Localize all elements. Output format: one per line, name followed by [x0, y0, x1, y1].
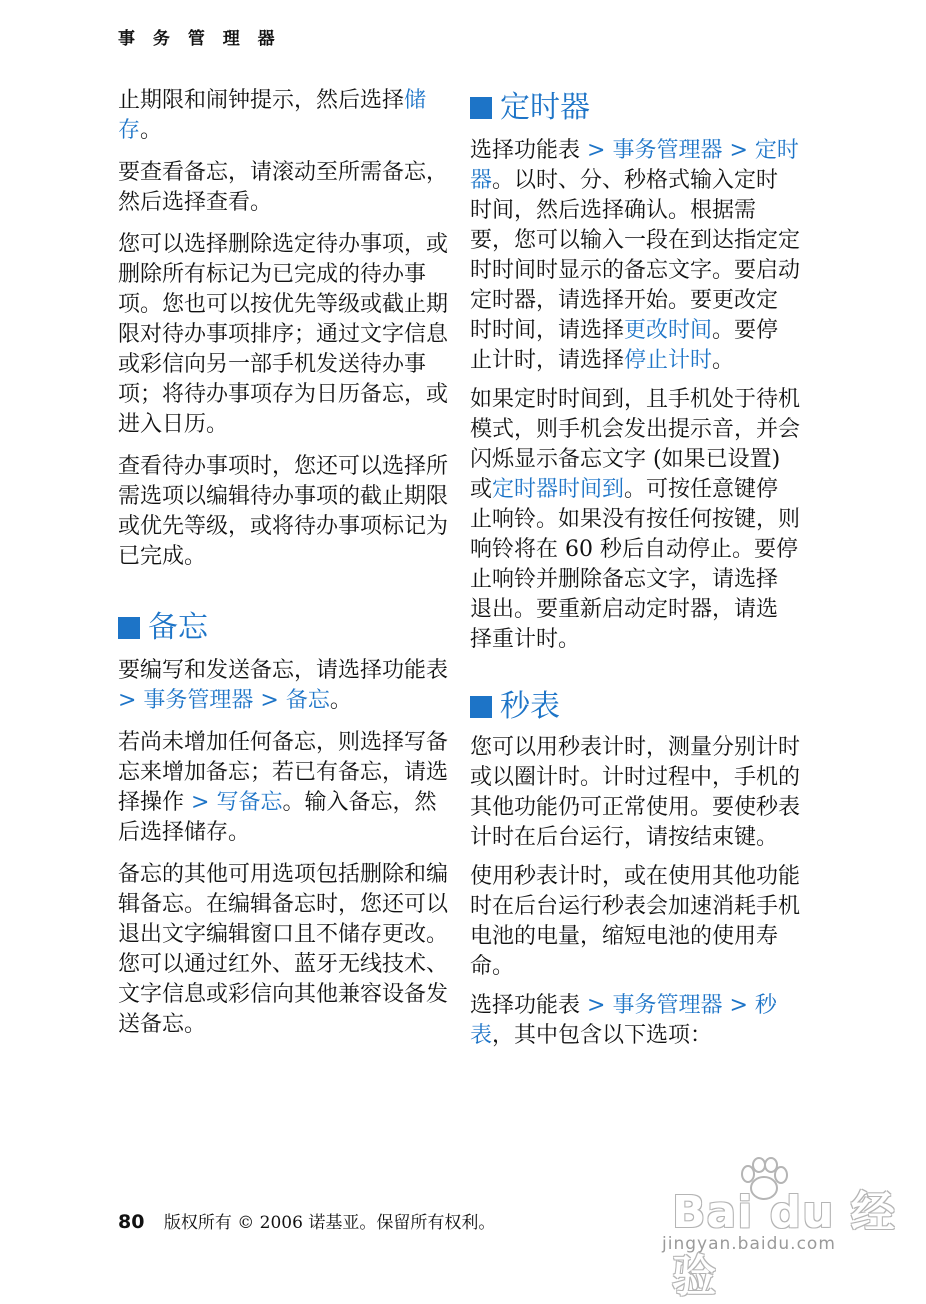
- view-memo-paragraph: [118, 158, 453, 218]
- menu-path-link: > 事务管理器 > 备忘: [118, 688, 330, 713]
- menu-path-link: > 写备忘: [184, 790, 283, 815]
- stopwatch-intro-paragraph: [470, 733, 800, 853]
- stopwatch-section-title: 秒表: [500, 689, 560, 724]
- menu-path-link: > 事务管理器 > 秒表: [470, 993, 777, 1048]
- softkey-label: 写备忘: [118, 730, 449, 785]
- body-text: 。可按任意键停止响铃。如果没有按任何按键，则响铃将在 60 秒后自动停止。要停止响铃并删除备忘文字，请选择: [470, 477, 801, 592]
- timer-setup-paragraph: [470, 136, 800, 376]
- softkey-label: 功能表: [514, 993, 581, 1018]
- body-text: 您可以用秒表计时，测量分别计时或以圈计时。计时过程中，手机的其他功能仍可正常使用。要使秒表计时在后台运行，请按结束键。: [470, 735, 801, 850]
- body-text: 使用秒表计时，或在使用其他功能时在后台运行秒表会加速消耗手机电池的电量，缩短电池的使用寿命。: [470, 864, 801, 979]
- body-text: 来增加备忘；若已有备忘，请选择: [118, 760, 449, 815]
- body-text: 。输入备忘，然后选择: [118, 790, 437, 845]
- body-text: 。: [329, 688, 352, 713]
- memo-options-paragraph: [118, 860, 453, 1040]
- left-column: [118, 86, 453, 1052]
- menu-path-link: 停止计时: [624, 348, 713, 373]
- stopwatch-battery-paragraph: [470, 862, 800, 982]
- softkey-label: 确认: [624, 198, 669, 223]
- watermark-url: jingyan.baidu.com: [662, 1234, 836, 1254]
- body-text: 选择: [470, 993, 515, 1018]
- body-text: 。: [228, 820, 251, 845]
- section-square-icon: [118, 617, 140, 639]
- timer-alarm-paragraph: [470, 385, 800, 655]
- timer-section-heading: [470, 90, 800, 126]
- body-text: 。要重新启动定时器，请选择: [470, 597, 779, 652]
- section-square-icon: [470, 696, 492, 718]
- memo-write-paragraph: [118, 656, 453, 716]
- menu-path-link: 更改时间: [624, 318, 713, 343]
- body-text: 。: [250, 190, 273, 215]
- body-text: 。: [558, 627, 581, 652]
- section-square-icon: [470, 97, 492, 119]
- todo-deadline-paragraph: [118, 86, 453, 146]
- stopwatch-section-heading: [470, 689, 800, 725]
- timer-section-title: 定时器: [500, 90, 590, 125]
- softkey-label: 功能表: [514, 138, 581, 163]
- page-number: 80: [118, 1211, 145, 1233]
- softkey-label: 查看: [206, 190, 251, 215]
- todo-delete-paragraph: [118, 230, 453, 440]
- copyright-notice: 版权所有 © 2006 诺基亚。保留所有权利。: [163, 1213, 496, 1233]
- menu-path-link: 储存: [118, 88, 427, 143]
- body-text: 若尚未增加任何备忘，则选择: [118, 730, 405, 755]
- memo-section-title: 备忘: [148, 610, 208, 645]
- menu-path-link: 定时器时间到: [492, 477, 625, 502]
- todo-edit-paragraph: [118, 452, 453, 572]
- body-text: 。: [712, 348, 735, 373]
- body-text: 要编写和发送备忘，请选择: [118, 658, 383, 683]
- running-header: 事 务 管 理 器: [118, 29, 281, 49]
- body-text: 。根据需要，您可以输入一段在到达指定定时时间时显示的备忘文字。要启动定时器，请选择: [470, 198, 801, 313]
- stopwatch-menu-paragraph: [470, 991, 800, 1051]
- body-text: 要查看备忘，请滚动至所需备忘，然后选择: [118, 160, 449, 215]
- memo-section-heading: [118, 610, 453, 646]
- menu-path-link: > 事务管理器 > 定时器: [470, 138, 799, 193]
- body-text: ，其中包含以下选项：: [492, 1023, 713, 1048]
- body-text: 。以时、分、秒格式输入定时时间，然后选择: [470, 168, 779, 223]
- baidu-jingyan-watermark: [656, 1156, 896, 1302]
- watermark-logo: Bai du 经验: [672, 1187, 896, 1302]
- softkey-label: 操作: [140, 790, 185, 815]
- body-text: 。要停止计时，请选择: [470, 318, 779, 373]
- body-text: 如果定时时间到，且手机处于待机模式，则手机会发出提示音，并会闪烁显示备忘文字 (如果已设置) 或: [470, 387, 801, 502]
- memo-add-paragraph: [118, 728, 453, 848]
- softkey-label: 重计时: [492, 627, 559, 652]
- body-text: 。: [140, 118, 163, 143]
- right-column: [470, 86, 800, 1060]
- softkey-label: 功能表: [382, 658, 449, 683]
- body-text: 查看待办事项时，您还可以选择所需选项以编辑待办事项的截止期限或优先等级，或将待办事项标记为已完成。: [118, 454, 449, 569]
- softkey-label: 储存: [184, 820, 229, 845]
- body-text: 选择: [470, 138, 515, 163]
- body-text: 您可以选择删除选定待办事项，或删除所有标记为已完成的待办事项。您也可以按优先等级或截止期限对待办事项排序；通过文字信息或彩信向另一部手机发送待办事项；将待办事项存为日历备忘，或进入日历。: [118, 232, 449, 437]
- page-footer: [118, 1210, 495, 1235]
- body-text: 。要更改定时时间，请选择: [470, 288, 779, 343]
- body-text: 止期限和闹钟提示，然后选择: [118, 88, 405, 113]
- body-text: 备忘的其他可用选项包括删除和编辑备忘。在编辑备忘时，您还可以退出文字编辑窗口且不储存更改。您可以通过红外、蓝牙无线技术、文字信息或彩信向其他兼容设备发送备忘。: [118, 862, 449, 1037]
- softkey-label: 开始: [624, 288, 669, 313]
- softkey-label: 退出: [470, 597, 515, 622]
